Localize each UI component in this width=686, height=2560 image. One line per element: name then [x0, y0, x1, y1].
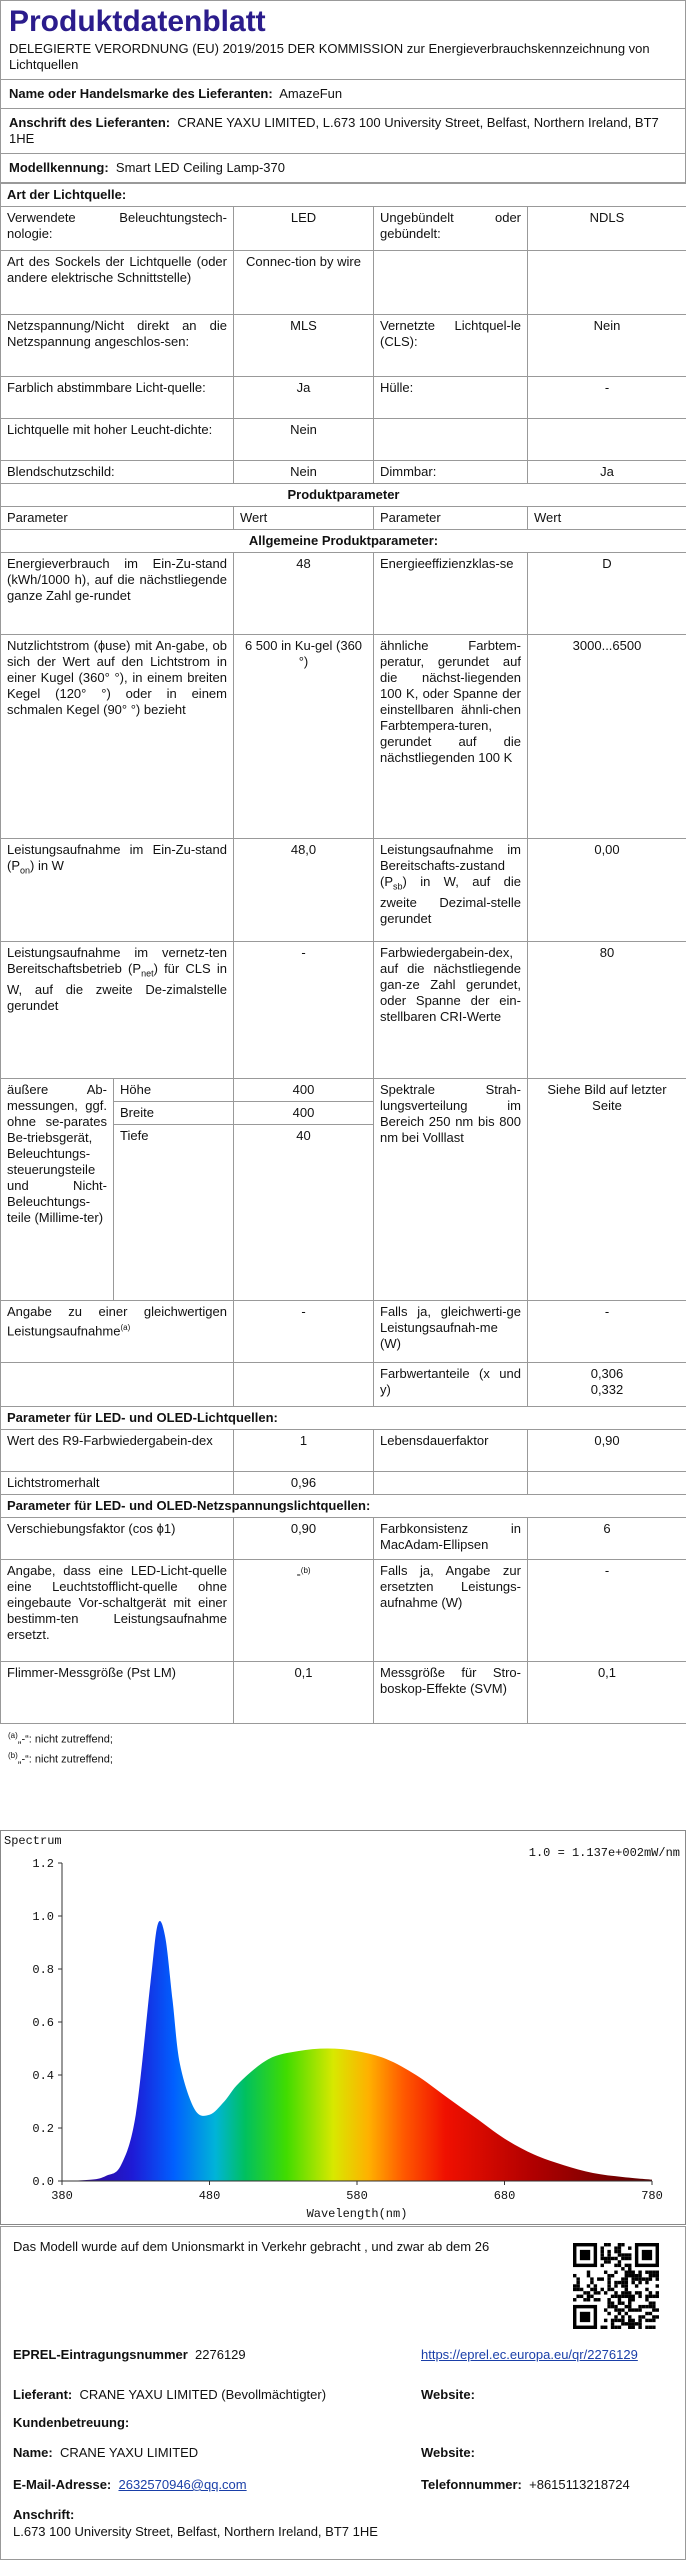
macadam-value: 6: [528, 1518, 686, 1560]
x-tick-label: 580: [346, 2189, 368, 2203]
x-tick-label: 380: [51, 2189, 73, 2203]
table-row: [1, 207, 686, 251]
qr-code-icon[interactable]: [573, 2243, 659, 2329]
product-params-heading: Produktparameter: [1, 484, 686, 507]
equivalent-power-label: Falls ja, gleichwerti-ge Leistungsaufnah-me (W): [374, 1301, 528, 1363]
lumen-maintenance-value: 0,96: [234, 1472, 374, 1495]
x-tick-label: 680: [493, 2189, 516, 2203]
empty-cell: [374, 1472, 528, 1495]
retrofit-label: Angabe, dass eine LED-Licht-quelle eine Leuchtstofflicht-quelle ohne eingebaute Vor-schaltgerät mit einer bestimm-ten Leistungsaufnahme ersetzt.: [1, 1560, 234, 1662]
spd-label: Spektrale Strah-lungsverteilung im Bereich 250 nm bis 800 nm bei Volllast: [374, 1079, 528, 1301]
table-row: [1, 1301, 686, 1363]
macadam-label: Farbkonsistenz in MacAdam-Ellipsen: [374, 1518, 528, 1560]
table-row: [1, 1363, 686, 1407]
mains-value: MLS: [234, 315, 374, 377]
network-standby-value: -: [234, 942, 374, 1079]
power-on-value: 48,0: [234, 839, 374, 942]
power-on-label: Leistungsaufnahme im Ein-Zu-stand $(P_{on})$ in W: [1, 839, 234, 942]
x-tick-label: 780: [641, 2189, 663, 2203]
r9-value: 1: [234, 1430, 374, 1472]
cls-label: Vernetzte Lichtquel-le (CLS):: [374, 315, 528, 377]
displacement-factor-label: Verschiebungsfaktor (cos ϕ1): [1, 1518, 234, 1560]
eprel-link[interactable]: https://eprel.ec.europa.eu/qr/2276129: [421, 2347, 638, 2362]
table-row: [1, 419, 686, 461]
technology-label: Verwendete Beleuchtungstech-nologie:: [1, 207, 234, 251]
hl-value: Nein: [234, 419, 374, 461]
tunable-label: Farblich abstimmbare Licht-quelle:: [1, 377, 234, 419]
col-header-param: Parameter: [1, 507, 234, 530]
dimensions-label: äußere Ab-messungen, ggf. ohne se-parates Be-triebsgerät, Beleuchtungs-steuerungsteile und Nicht-Beleuchtungs-teile (Millime-ter): [1, 1079, 114, 1301]
page-title: Produktdatenblatt: [9, 5, 266, 38]
chart-title: Spectrum: [4, 1834, 62, 1848]
footnote-a: $^{(a)}$„-“: nicht zutreffend;: [8, 1731, 113, 1746]
empty-cell: [528, 251, 686, 315]
supplier-address-row: [0, 109, 686, 154]
empty-cell: [374, 251, 528, 315]
standby-power-label: Leistungsaufnahme im Bereitschafts-zustand $(P_{sb})$ in W, auf die zweite Dezimal-stelle gerundet: [374, 839, 528, 942]
light-source-heading: Art der Lichtquelle:: [1, 184, 686, 207]
y-tick-label: 1.2: [32, 1857, 54, 1871]
table-row: [1, 553, 686, 635]
cct-value: 3000...6500: [528, 635, 686, 839]
empty-cell: [374, 419, 528, 461]
cct-label: ähnliche Farbtem-peratur, gerundet auf die nächst-liegenden 100 K, oder Spanne der einstellbaren ähnli-chen Farbtempera-turen, gerundet auf die nächstliegenden 100 K: [374, 635, 528, 839]
eprel-row: EPREL-Eintragungsnummer 2276129: [13, 2347, 246, 2362]
displacement-factor-value: 0,90: [234, 1518, 374, 1560]
svm-label: Messgröße für Stro-boskop-Effekte (SVM): [374, 1662, 528, 1724]
chart-scale-note: 1.0 = 1.137e+002mW/nm: [528, 1846, 680, 1860]
table-row: [1, 635, 686, 839]
tunable-value: Ja: [234, 377, 374, 419]
retrofit-power-label: Falls ja, Angabe zur ersetzten Leistungs-aufnahme (W): [374, 1560, 528, 1662]
supplier-address-label: Anschrift des Lieferanten:: [9, 115, 171, 130]
website-label-2: Website:: [421, 2445, 475, 2460]
height-value: 400: [234, 1079, 374, 1102]
table-header-row: [1, 507, 686, 530]
parameter-table: [0, 183, 686, 1724]
spectrum-chart: [0, 1830, 686, 2225]
table-row: [1, 251, 686, 315]
directional-value: NDLS: [528, 207, 686, 251]
customer-service-label: Kundenbetreuung:: [13, 2415, 130, 2430]
email-link[interactable]: 2632570946@qq.com: [118, 2477, 247, 2492]
retrofit-power-value: -: [528, 1560, 686, 1662]
network-standby-label: Leistungsaufnahme im vernetz-ten Bereitschaftsbetrieb $(P_{net})$ für CLS in W, auf die zweite De-zimalstelle gerundet: [1, 942, 234, 1079]
energy-class-value: D: [528, 553, 686, 635]
energy-consumption-value: 48: [234, 553, 374, 635]
cri-value: 80: [528, 942, 686, 1079]
r9-label: Wert des R9-Farbwiedergabein-dex: [1, 1430, 234, 1472]
x-tick-label: 480: [198, 2189, 221, 2203]
led-params-heading: Parameter für LED- und OLED-Lichtquellen:: [1, 1407, 686, 1430]
empty-cell: [1, 1363, 234, 1407]
empty-cell: [528, 1472, 686, 1495]
cap-type-value: Connec-tion by wire: [234, 251, 374, 315]
cri-label: Farbwiedergabein-dex, auf die nächstliegende gan-ze Zahl gerundet, oder Spanne der ein-stellbaren CRI-Werte: [374, 942, 528, 1079]
glare-value: Nein: [234, 461, 374, 484]
spd-value: Siehe Bild auf letzter Seite: [528, 1079, 686, 1301]
header: [0, 0, 686, 80]
glare-label: Blendschutzschild:: [1, 461, 234, 484]
equivalent-power-claim-label: Angabe zu einer gleichwertigen Leistungsaufnahme$^{(a)}$: [1, 1301, 234, 1363]
table-row: [1, 1079, 686, 1102]
x-axis-label: Wavelength(nm): [306, 2207, 408, 2221]
retrofit-value: -$^{(b)}$: [234, 1560, 374, 1662]
cap-type-label: Art des Sockels der Lichtquelle (oder andere elektrische Schnittstelle): [1, 251, 234, 315]
email-row: E-Mail-Adresse: 2632570946@qq.com: [13, 2477, 247, 2492]
standby-power-value: 0,00: [528, 839, 686, 942]
table-row: [1, 1662, 686, 1724]
luminous-flux-label: Nutzlichtstrom (ϕuse) mit An-gabe, ob sich der Wert auf den Lichtstrom in einer Kugel (360° °), in einem breiten Kegel (120° °) oder in einem schmalen Kegel (90° °) bezieht: [1, 635, 234, 839]
survival-factor-value: 0,90: [528, 1430, 686, 1472]
footnote-b: $^{(b)}$„-“: nicht zutreffend;: [8, 1750, 113, 1766]
model-value: Smart LED Ceiling Lamp-370: [115, 160, 285, 175]
general-params-heading: Allgemeine Produktparameter:: [1, 530, 686, 553]
envelope-label: Hülle:: [374, 377, 528, 419]
table-row: [1, 942, 686, 1079]
flicker-label: Flimmer-Messgröße (Pst LM): [1, 1662, 234, 1724]
y-tick-label: 1.0: [32, 1910, 54, 1924]
table-row: [1, 315, 686, 377]
equivalent-power-value: -: [528, 1301, 686, 1363]
hl-label: Lichtquelle mit hoher Leucht-dichte:: [1, 419, 234, 461]
supplier-name-row: [0, 80, 686, 109]
mains-label: Netzspannung/Nicht direkt an die Netzspannung angeschlos-sen:: [1, 315, 234, 377]
chromaticity-value: 0,306 0,332: [528, 1363, 686, 1407]
depth-label: Tiefe: [114, 1125, 234, 1301]
width-label: Breite: [114, 1102, 234, 1125]
model-row: [0, 154, 686, 183]
website-label: Website:: [421, 2387, 475, 2402]
y-tick-label: 0.2: [32, 2122, 54, 2136]
chromaticity-label: Farbwertanteile (x und y): [374, 1363, 528, 1407]
model-label: Modellkennung:: [9, 160, 109, 175]
supplier-name-value: AmazeFun: [279, 86, 343, 101]
table-row: [1, 1430, 686, 1472]
supplier-name-label: Name oder Handelsmarke des Lieferanten:: [9, 86, 273, 101]
depth-value: 40: [234, 1125, 374, 1301]
survival-factor-label: Lebensdauerfaktor: [374, 1430, 528, 1472]
flicker-value: 0,1: [234, 1662, 374, 1724]
lieferant-row: Lieferant: CRANE YAXU LIMITED (Bevollmächtigter): [13, 2387, 327, 2402]
y-tick-label: 0.8: [32, 1963, 54, 1977]
col-header-value: Wert: [528, 507, 686, 530]
height-label: Höhe: [114, 1079, 234, 1102]
col-header-value: Wert: [234, 507, 374, 530]
luminous-flux-value: 6 500 in Ku-gel (360 °): [234, 635, 374, 839]
y-tick-label: 0.6: [32, 2016, 54, 2030]
dimmable-label: Dimmbar:: [374, 461, 528, 484]
energy-consumption-label: Energieverbrauch im Ein-Zu-stand (kWh/1000 h), auf die nächstliegende ganze Zahl ge-rundet: [1, 553, 234, 635]
anschrift-value: L.673 100 University Street, Belfast, Northern Ireland, BT7 1HE: [13, 2524, 378, 2539]
table-row: [1, 1472, 686, 1495]
table-row: [1, 839, 686, 942]
y-tick-label: 0.4: [32, 2069, 54, 2083]
anschrift-label: Anschrift:: [13, 2507, 75, 2522]
footer: [0, 2226, 686, 2560]
phone-row: Telefonnummer: +8615113218724: [421, 2477, 630, 2492]
envelope-value: -: [528, 377, 686, 419]
empty-cell: [528, 419, 686, 461]
equivalent-power-claim-value: -: [234, 1301, 374, 1363]
technology-value: LED: [234, 207, 374, 251]
col-header-param: Parameter: [374, 507, 528, 530]
svm-value: 0,1: [528, 1662, 686, 1724]
y-tick-label: 0.0: [32, 2175, 54, 2189]
regulation-subtitle: DELEGIERTE VERORDNUNG (EU) 2019/2015 DER KOMMISSION zur Energieverbrauchskennzeichnung von Lichtquellen: [9, 41, 650, 72]
table-row: [1, 1560, 686, 1662]
cls-value: Nein: [528, 315, 686, 377]
table-row: [1, 377, 686, 419]
width-value: 400: [234, 1102, 374, 1125]
empty-cell: [234, 1363, 374, 1407]
table-row: [1, 461, 686, 484]
mains-params-heading: Parameter für LED- und OLED-Netzspannungslichtquellen:: [1, 1495, 686, 1518]
market-date-text: Das Modell wurde auf dem Unionsmarkt in Verkehr gebracht , und zwar ab dem 26: [13, 2239, 490, 2254]
supplier-address-value: CRANE YAXU LIMITED, L.673 100 University Street, Belfast, Northern Ireland, BT7 1HE: [9, 115, 659, 146]
energy-class-label: Energieeffizienzklas-se: [374, 553, 528, 635]
service-name-row: Name: CRANE YAXU LIMITED: [13, 2445, 199, 2460]
dimmable-value: Ja: [528, 461, 686, 484]
directional-label: Ungebündelt oder gebündelt:: [374, 207, 528, 251]
table-row: [1, 1518, 686, 1560]
lumen-maintenance-label: Lichtstromerhalt: [1, 1472, 234, 1495]
